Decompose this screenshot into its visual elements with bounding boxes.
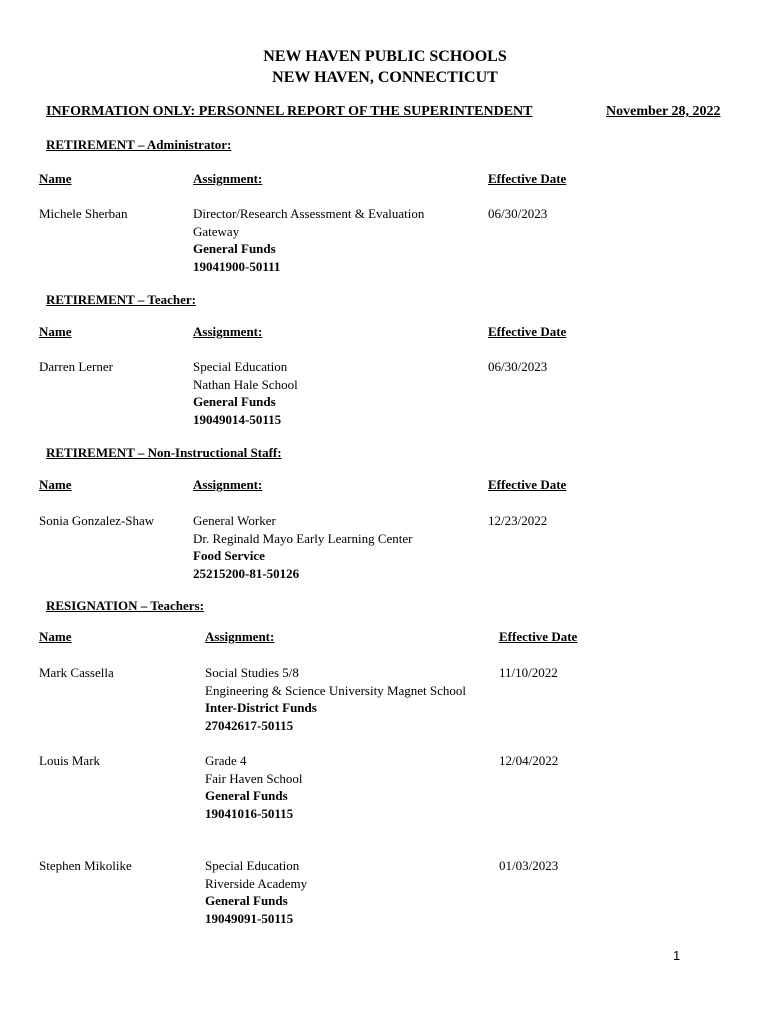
employee-name: Stephen Mikolike (39, 858, 132, 873)
column-assignment: Assignment: (193, 477, 263, 492)
employee-name: Mark Cassella (39, 665, 114, 680)
school-name: NEW HAVEN PUBLIC SCHOOLS (263, 48, 507, 65)
effective-date: 11/10/2022 (499, 665, 558, 680)
account-number: 19049091-50115 (205, 910, 294, 926)
employee-name: Darren Lerner (39, 359, 113, 374)
assignment-line: Special Education (193, 359, 288, 374)
effective-date: 12/04/2022 (499, 753, 559, 768)
effective-date: 12/23/2022 (488, 513, 548, 528)
report-title: INFORMATION ONLY: PERSONNEL REPORT OF THE SUPERINTENDENT (46, 104, 533, 119)
employee-name: Louis Mark (39, 753, 101, 768)
fund-source: Food Service (193, 548, 265, 563)
assignment-line: Social Studies 5/8 (205, 665, 299, 680)
fund-source: Inter-District Funds (205, 700, 317, 715)
effective-date: 06/30/2023 (488, 359, 548, 374)
fund-source: General Funds (205, 893, 288, 908)
column-assignment: Assignment: (205, 629, 275, 644)
assignment-block (205, 857, 307, 927)
column-name: Name (39, 171, 72, 186)
report-date: November 28, 2022 (606, 104, 721, 119)
assignment-line: Engineering & Science University Magnet School (205, 682, 467, 698)
assignment-block (193, 512, 413, 582)
employee-name: Sonia Gonzalez-Shaw (39, 513, 155, 528)
section-title: RETIREMENT – Non-Instructional Staff: (46, 445, 282, 460)
section-title: RETIREMENT – Administrator: (46, 137, 232, 152)
section-title: RETIREMENT – Teacher: (46, 292, 196, 307)
assignment-line: Fair Haven School (205, 770, 303, 786)
account-number: 27042617-50115 (205, 717, 294, 733)
assignment-block (205, 664, 466, 734)
section-title: RESIGNATION – Teachers: (46, 598, 204, 613)
fund-source: General Funds (193, 241, 276, 256)
column-assignment: Assignment: (193, 171, 263, 186)
column-name: Name (39, 629, 72, 644)
employee-name: Michele Sherban (39, 206, 128, 221)
assignment-line: Gateway (193, 223, 240, 239)
column-effective-date: Effective Date (488, 477, 567, 492)
column-effective-date: Effective Date (488, 171, 567, 186)
account-number: 19049014-50115 (193, 411, 282, 427)
fund-source: General Funds (205, 788, 288, 803)
column-effective-date: Effective Date (488, 324, 567, 339)
page-number: 1 (673, 948, 681, 963)
effective-date: 06/30/2023 (488, 206, 548, 221)
account-number: 19041016-50115 (205, 805, 294, 821)
assignment-line: Riverside Academy (205, 875, 308, 891)
assignment-line: Grade 4 (205, 753, 247, 768)
column-effective-date: Effective Date (499, 629, 578, 644)
column-name: Name (39, 324, 72, 339)
assignment-block (205, 752, 302, 822)
column-name: Name (39, 477, 72, 492)
account-number: 19041900-50111 (193, 258, 281, 274)
fund-source: General Funds (193, 394, 276, 409)
assignment-line: Special Education (205, 858, 300, 873)
column-assignment: Assignment: (193, 324, 263, 339)
assignment-block (193, 358, 298, 428)
account-number: 25215200-81-50126 (193, 565, 300, 581)
assignment-block (193, 205, 424, 275)
assignment-line: Director/Research Assessment & Evaluation (193, 206, 425, 221)
assignment-line: Dr. Reginald Mayo Early Learning Center (193, 530, 413, 546)
assignment-line: Nathan Hale School (193, 376, 298, 392)
school-location: NEW HAVEN, CONNECTICUT (272, 69, 498, 86)
assignment-line: General Worker (193, 513, 276, 528)
effective-date: 01/03/2023 (499, 858, 559, 873)
